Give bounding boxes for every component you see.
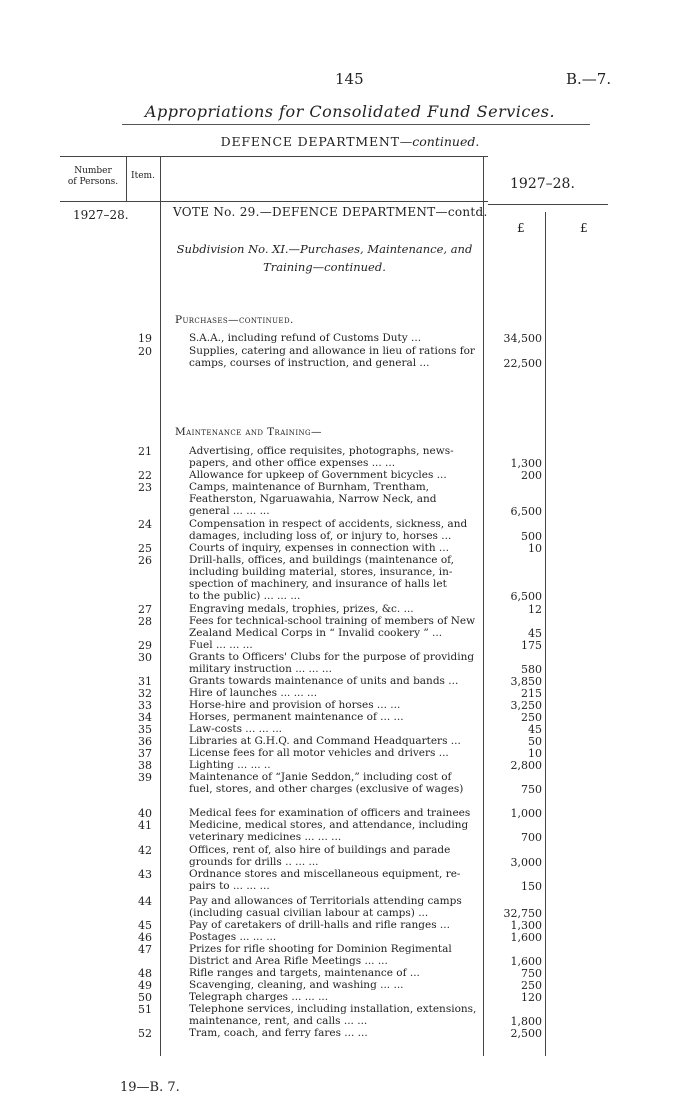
item-amount: 34,500 xyxy=(503,332,542,345)
item-amount: 580 xyxy=(521,663,542,676)
item-description-line: Maintenance of “Janie Seddon,” including cost of xyxy=(189,771,452,783)
subdivision-heading xyxy=(172,240,477,276)
item-description-line: Law-costs ... ... ... xyxy=(189,723,283,735)
item-description-line: Pay of caretakers of drill-halls and rifle ranges ... xyxy=(189,919,450,931)
persons-column-header: Number of Persons. xyxy=(67,166,119,187)
item-number: 52 xyxy=(138,1027,152,1040)
item-amount: 200 xyxy=(521,469,542,482)
item-amount: 700 xyxy=(521,831,542,844)
item-description-line: Fuel ... ... ... xyxy=(189,639,253,651)
item-description-line: Zealand Medical Corps in “ Invalid cookery ” ... xyxy=(189,627,443,639)
item-amount: 750 xyxy=(521,783,542,796)
item-amount: 1,600 xyxy=(510,931,542,944)
header-bottom-rule xyxy=(60,201,488,202)
item-number: 32 xyxy=(138,687,152,700)
item-description-line: Telegraph charges ... ... ... xyxy=(189,991,329,1003)
item-description-line: Grants towards maintenance of units and bands ... xyxy=(189,675,459,687)
table-top-rule xyxy=(60,156,488,157)
item-amount: 1,000 xyxy=(510,807,542,820)
item-amount: 50 xyxy=(528,735,542,748)
item-description-line: spection of machinery, and insurance of halls let xyxy=(189,578,447,590)
item-description-line: Pay and allowances of Territorials attending camps xyxy=(189,895,462,907)
pounds-label-1: £ xyxy=(517,221,525,235)
item-description-line: fuel, stores, and other charges (exclusive of wages) xyxy=(189,783,464,795)
item-amount: 175 xyxy=(521,639,542,652)
page-title: Appropriations for Consolidated Fund Services. xyxy=(144,102,556,121)
page-footer: 19—B. 7. xyxy=(120,1080,180,1095)
item-description-line: Offices, rent of, also hire of buildings and parade xyxy=(189,844,451,856)
item-number: 21 xyxy=(138,445,152,458)
item-description-line: Horses, permanent maintenance of ... ... xyxy=(189,711,404,723)
item-number: 31 xyxy=(138,675,152,688)
item-description-line: veterinary medicines ... ... ... xyxy=(189,831,342,843)
item-number: 48 xyxy=(138,967,152,980)
item-number: 36 xyxy=(138,735,152,748)
item-amount: 45 xyxy=(528,723,542,736)
department-heading xyxy=(0,134,700,149)
item-number: 38 xyxy=(138,759,152,772)
item-amount: 3,850 xyxy=(510,675,542,688)
item-description-line: Camps, maintenance of Burnham, Trentham, xyxy=(189,481,430,493)
item-description-line: Courts of inquiry, expenses in connection with ... xyxy=(189,542,449,554)
item-description-line: including building material, stores, insurance, in- xyxy=(189,566,453,578)
item-description-line: to the public) ... ... ... xyxy=(189,590,301,602)
department-continued: —continued. xyxy=(399,134,480,149)
item-description-line: Tram, coach, and ferry fares ... ... xyxy=(189,1027,368,1039)
item-number: 37 xyxy=(138,747,152,760)
item-description-line: S.A.A., including refund of Customs Duty ... xyxy=(189,332,422,344)
item-number: 28 xyxy=(138,615,152,628)
amount-header-rule xyxy=(488,204,608,205)
persons-year: 1927–28. xyxy=(73,208,129,222)
item-amount: 2,500 xyxy=(510,1027,542,1040)
item-description-line: Fees for technical-school training of members of New xyxy=(189,615,476,627)
item-amount: 3,250 xyxy=(510,699,542,712)
item-description-line: District and Area Rifle Meetings ... ... xyxy=(189,955,388,967)
item-description-line: Lighting ... ... .. xyxy=(189,759,271,771)
item-amount: 6,500 xyxy=(510,590,542,603)
item-description-line: Telephone services, including installation, extensions, xyxy=(189,1003,477,1015)
item-description-line: Supplies, catering and allowance in lieu of rations for xyxy=(189,345,475,357)
item-amount: 12 xyxy=(528,603,542,616)
subdivision-line-2: Training—continued. xyxy=(263,260,386,274)
item-number: 26 xyxy=(138,554,152,567)
item-amount: 3,000 xyxy=(510,856,542,869)
item-number: 47 xyxy=(138,943,152,956)
item-number: 51 xyxy=(138,1003,152,1016)
subdivision-line-1: Subdivision No. XI.—Purchases, Maintenance, and xyxy=(176,242,473,256)
item-amount: 250 xyxy=(521,711,542,724)
item-description-line: Prizes for rifle shooting for Dominion Regimental xyxy=(189,943,452,955)
item-number: 46 xyxy=(138,931,152,944)
item-number: 25 xyxy=(138,542,152,555)
item-amount: 1,600 xyxy=(510,955,542,968)
item-description-line: damages, including loss of, or injury to, horses ... xyxy=(189,530,452,542)
item-description-line: Grants to Officers' Clubs for the purpose of providing xyxy=(189,651,475,663)
item-amount: 45 xyxy=(528,627,542,640)
item-description-line: papers, and other office expenses ... ... xyxy=(189,457,396,469)
item-number: 24 xyxy=(138,518,152,531)
item-number: 44 xyxy=(138,895,152,908)
item-description-line: Allowance for upkeep of Government bicycles ... xyxy=(189,469,447,481)
item-description-line: Rifle ranges and targets, maintenance of ... xyxy=(189,967,420,979)
item-description-line: Drill-halls, offices, and buildings (maintenance of, xyxy=(189,554,454,566)
page-number: 145 xyxy=(335,70,364,88)
item-description-line: Postages ... ... ... xyxy=(189,931,277,943)
item-number: 39 xyxy=(138,771,152,784)
page-reference: B.—7. xyxy=(566,70,612,88)
item-number: 29 xyxy=(138,639,152,652)
purchases-heading xyxy=(175,314,294,326)
item-number: 20 xyxy=(138,345,152,358)
item-amount: 22,500 xyxy=(503,357,542,370)
item-number: 22 xyxy=(138,469,152,482)
item-number: 49 xyxy=(138,979,152,992)
item-amount: 150 xyxy=(521,880,542,893)
item-amount: 1,800 xyxy=(510,1015,542,1028)
item-amount: 215 xyxy=(521,687,542,700)
vote-heading: VOTE No. 29.—DEFENCE DEPARTMENT—contd. xyxy=(173,205,488,219)
item-number: 35 xyxy=(138,723,152,736)
year-column-header: 1927–28. xyxy=(510,176,575,192)
item-description-line: general ... ... ... xyxy=(189,505,270,517)
item-description-line: (including casual civilian labour at camps) ... xyxy=(189,907,429,919)
item-description-line: Featherston, Ngaruawahia, Narrow Neck, and xyxy=(189,493,437,505)
item-description-line: Medical fees for examination of officers and trainees xyxy=(189,807,471,819)
item-description-line: Horse-hire and provision of horses ... ... xyxy=(189,699,401,711)
purchases-heading-text: Purchases—continued. xyxy=(175,314,294,326)
pounds-label-2: £ xyxy=(580,221,588,235)
item-amount: 10 xyxy=(528,542,542,555)
item-description-line: License fees for all motor vehicles and drivers ... xyxy=(189,747,449,759)
item-description-line: Engraving medals, trophies, prizes, &c. ... xyxy=(189,603,414,615)
item-amount: 500 xyxy=(521,530,542,543)
item-description-line: military instruction ... ... ... xyxy=(189,663,332,675)
item-number: 50 xyxy=(138,991,152,1004)
item-number: 41 xyxy=(138,819,152,832)
item-description-line: pairs to ... ... ... xyxy=(189,880,270,892)
item-description-line: Ordnance stores and miscellaneous equipment, re- xyxy=(189,868,461,880)
item-number: 19 xyxy=(138,332,152,345)
item-number: 30 xyxy=(138,651,152,664)
pounds-column-divider xyxy=(545,212,546,1056)
item-amount: 120 xyxy=(521,991,542,1004)
item-number: 42 xyxy=(138,844,152,857)
item-description-line: maintenance, rent, and calls ... ... xyxy=(189,1015,368,1027)
item-column-header: Item. xyxy=(131,171,155,181)
item-description-line: Medicine, medical stores, and attendance, including xyxy=(189,819,469,831)
item-number: 45 xyxy=(138,919,152,932)
item-number: 43 xyxy=(138,868,152,881)
item-description-line: Compensation in respect of accidents, sickness, and xyxy=(189,518,468,530)
item-number: 40 xyxy=(138,807,152,820)
item-number: 23 xyxy=(138,481,152,494)
item-number: 33 xyxy=(138,699,152,712)
item-amount: 32,750 xyxy=(503,907,542,920)
item-description-line: grounds for drills .. ... ... xyxy=(189,856,319,868)
item-number: 34 xyxy=(138,711,152,724)
maintenance-heading: Maintenance and Training— xyxy=(175,426,322,438)
item-amount: 6,500 xyxy=(510,505,542,518)
department-name: DEFENCE DEPARTMENT xyxy=(220,134,400,149)
item-amount: 1,300 xyxy=(510,919,542,932)
item-number: 27 xyxy=(138,603,152,616)
item-description-line: Advertising, office requisites, photographs, news- xyxy=(189,445,454,457)
item-amount: 10 xyxy=(528,747,542,760)
item-amount: 250 xyxy=(521,979,542,992)
item-amount: 1,300 xyxy=(510,457,542,470)
title-rule xyxy=(122,124,590,125)
item-description-line: Hire of launches ... ... ... xyxy=(189,687,318,699)
item-description-line: camps, courses of instruction, and general ... xyxy=(189,357,430,369)
amount-column-divider xyxy=(483,156,484,1056)
item-description-line: Scavenging, cleaning, and washing ... ... xyxy=(189,979,404,991)
item-description-line: Libraries at G.H.Q. and Command Headquarters ... xyxy=(189,735,461,747)
item-amount: 2,800 xyxy=(510,759,542,772)
item-amount: 750 xyxy=(521,967,542,980)
